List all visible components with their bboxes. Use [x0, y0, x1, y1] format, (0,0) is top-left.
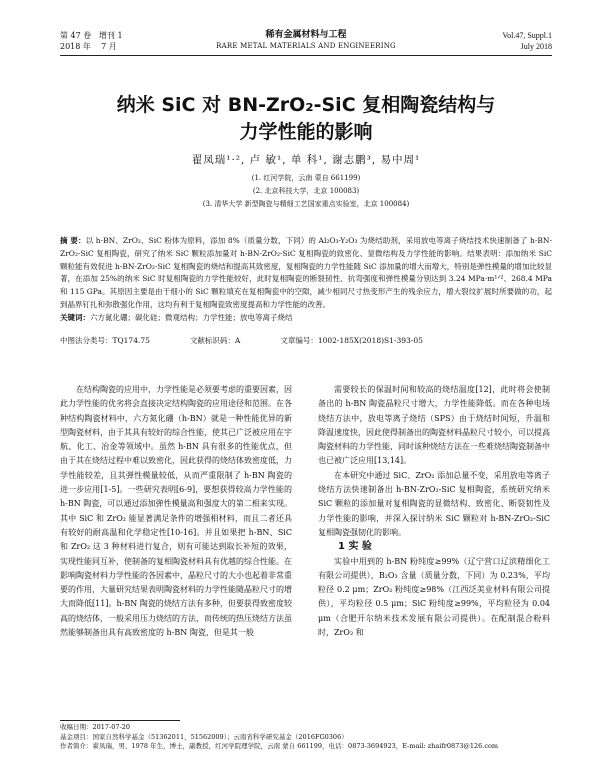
footnote-rule — [60, 720, 180, 721]
intro-paragraph-3: 在本研究中通过 SiC、ZrO₂ 添加总量不变，采用放电等离子烧结方法快速制备出 h-BN-ZrO₂-SiC 复相陶瓷，系统研究纳米 SiC 颗粒的添加量对复相陶瓷的显微结构、致密化、断裂韧性及力学性能的影响，并深入探讨纳米 SiC 颗粒对 h-BN-ZrO₂-SiC 复相陶瓷强韧化的影响。 — [318, 470, 550, 537]
paper-title — [60, 92, 552, 146]
clc-number: 中图法分类号：TQ174.75 — [60, 336, 150, 345]
abstract-text: 以 h-BN、ZrO₂、SiC 粉体为原料，添加 8%（质量分数，下同）的 Al₂O₃-Y₂O₃ 为烧结助剂，采用放电等离子烧结技术快速制备了 h-BN-ZrO₂-SiC 复相陶瓷，研究了纳米 SiC 颗粒添加量对 h-BN-ZrO₂-SiC 复相陶瓷的致密化、显微结构及力学性能的影响。结果表明：添加纳米 SiC 颗粒能有效促进 h-BN-ZrO₂-SiC 复相陶瓷的烧结和提高其致密度，复相陶瓷的力学性能随 SiC 添加量的增大而增大，特别是弹性模量的增加比较显著，在添加 25%的纳米 SiC 时复相陶瓷的力学性能较好，此时复相陶瓷的断裂韧性、抗弯强度和弹性模量分别达到 3.24 MPa·m¹ᐟ²、268.4 MPa 和 115 GPa。其原因主要是由于细小的 SiC 颗粒填充在复相陶瓷中的空隙，减少相同尺寸热变形产生的残余应力，增大裂纹扩展时所要做的功，起到晶界钉扎和弥散强化作用，这均有利于复相陶瓷致密度提高和力学性能的改善。 — [60, 236, 552, 309]
abstract-label: 摘 要： — [60, 236, 86, 245]
intro-paragraph-1: 在结构陶瓷的应用中，力学性能是必须要考虑的重要因素，因此力学性能的优劣将会直接决定结构陶瓷的应用途径和范围。在各种结构陶瓷材料中，六方氮化硼（h-BN）就是一种性能优异的新型陶瓷材料，由于其具有较好的综合性能，使其已广泛被应用在宇航、化工、冶金等领域中。虽然 h-BN 具有很多的性能优点，但由于其在烧结过程中难以致密化，因此获得的烧结体致密度低，力学性能较差，且其弹性模量较低，从而严重限制了 h-BN 陶瓷的进一步应用[1-5]。一些研究表明[6-9]，要想获得较高力学性能的 h-BN 陶瓷，可以通过添加弹性模量高和强度大的第二相来实现。其中 SiC 和 ZrO₂ 能显著满足条件的增强相材料，而且二者还具有较好的耐高温和化学稳定性[10-16]。并且如果把 h-BN、SiC 和 ZrO₂ 这 3 种材料进行复合，则有可能达到取长补短的效果，实现性能同互补，使制备的复相陶瓷材料具有优越的综合性能。在影响陶瓷材料力学性能的各因素中，晶粒尺寸的大小也起着非常重要的作用，大量研究结果表明陶瓷材料的力学性能随晶粒尺寸的增大而降低[11]。h-BN 陶瓷的烧结方法有多种，但要获得致密度较高的烧结体，一般采用压力烧结的方法，而传统的热压烧结方法虽然能够制备出具有高致密度的 h-BN 陶瓷，但是其一般 — [60, 385, 292, 638]
journal-name-cn: 稀有金属材料与工程 — [265, 30, 347, 40]
funding-info: 基金项目：国家自然科学基金（51362011，51562009）；云南省科学研究基金（2016FG0306） — [60, 732, 348, 741]
classification-meta — [60, 335, 552, 347]
affiliation-3: (3. 清华大学 新型陶瓷与精细工艺国家重点实验室，北京 100084) — [202, 200, 410, 208]
footnote — [60, 720, 552, 752]
body-column-right — [318, 383, 550, 640]
intro-paragraph-2: 需要较长的保温时间和较高的烧结温度[12]，此时将会使制备出的 h-BN 陶瓷晶粒尺寸增大，力学性能降低。而在各种电场烧结方法中，放电等离子烧结（SPS）由于烧结时间短，升温和降温速度快，因此使得制备出的陶瓷材料晶粒尺寸较小，可以提高陶瓷材料的力学性能，同时该种烧结方法在一些难烧结陶瓷制备中也已被广泛应用[13,14]。 — [318, 385, 550, 466]
author-list: 翟凤瑞¹·², 卢 敏¹, 单 科¹, 谢志鹏³, 易中周¹ — [191, 154, 421, 166]
keywords-text: 六方氮化硼；碳化硅；微观结构；力学性能；放电等离子烧结 — [90, 312, 293, 322]
document-code: 文献标识码：A — [189, 336, 241, 345]
volume-en: Vol.47, Suppl.1 — [502, 31, 552, 40]
year-cn: 2018 年 — [60, 42, 91, 51]
affiliation-2: (2. 北京科技大学，北京 100083) — [252, 187, 360, 195]
volume-cn: 第 47 卷 — [60, 31, 92, 40]
header-right — [502, 30, 552, 52]
issue-cn: 增刊 1 — [98, 31, 123, 40]
author-bio: 作者简介：翟凤瑞，男，1978 年生，博士，副教授，红河学院理学院，云南 蒙自 661199，电话：0873-3694923，E-mail: zhaifr0873@126.com — [60, 742, 499, 750]
keywords-label: 关键词： — [60, 312, 90, 322]
affiliation-1: (1. 红河学院，云南 蒙自 661199) — [251, 174, 361, 182]
month-cn: 7 月 — [101, 42, 117, 51]
journal-name-en: RARE METAL MATERIALS AND ENGINEERING — [216, 42, 396, 50]
section-heading-experiment: 1 实 验 — [338, 541, 372, 553]
header-journal — [60, 30, 552, 52]
article-number: 文章编号：1002-185X(2018)S1-393-05 — [280, 336, 423, 345]
body-column-left — [60, 383, 292, 640]
running-header — [60, 28, 552, 64]
date-en: July 2018 — [520, 42, 552, 51]
affiliations — [60, 172, 552, 211]
abstract — [60, 235, 552, 325]
experiment-paragraph-1: 实验中用到的 h-BN 粉纯度≥99%（辽宁营口辽滨精细化工有限公司提供），B₂O₃ 含量（质量分数，下同）为 0.23%，平均粒径 0.2 μm；ZrO₂ 粉纯度≥98%（江西泛美业材料有限公司提供），平均粒径 0.5 μm；SiC 粉纯度≥99%，平均粒径为 0.04 μm（合肥开尔纳米技术发展有限公司提供）。在配制混合粉料时，ZrO₂ 和 — [318, 556, 550, 638]
title-line-2: 力学性能的影响 — [239, 121, 373, 143]
received-date: 收稿日期：2017-07-20 — [60, 723, 130, 731]
title-line-1: 纳米 SiC 对 BN-ZrO₂-SiC 复相陶瓷结构与 — [116, 94, 496, 116]
header-rule — [60, 55, 552, 56]
